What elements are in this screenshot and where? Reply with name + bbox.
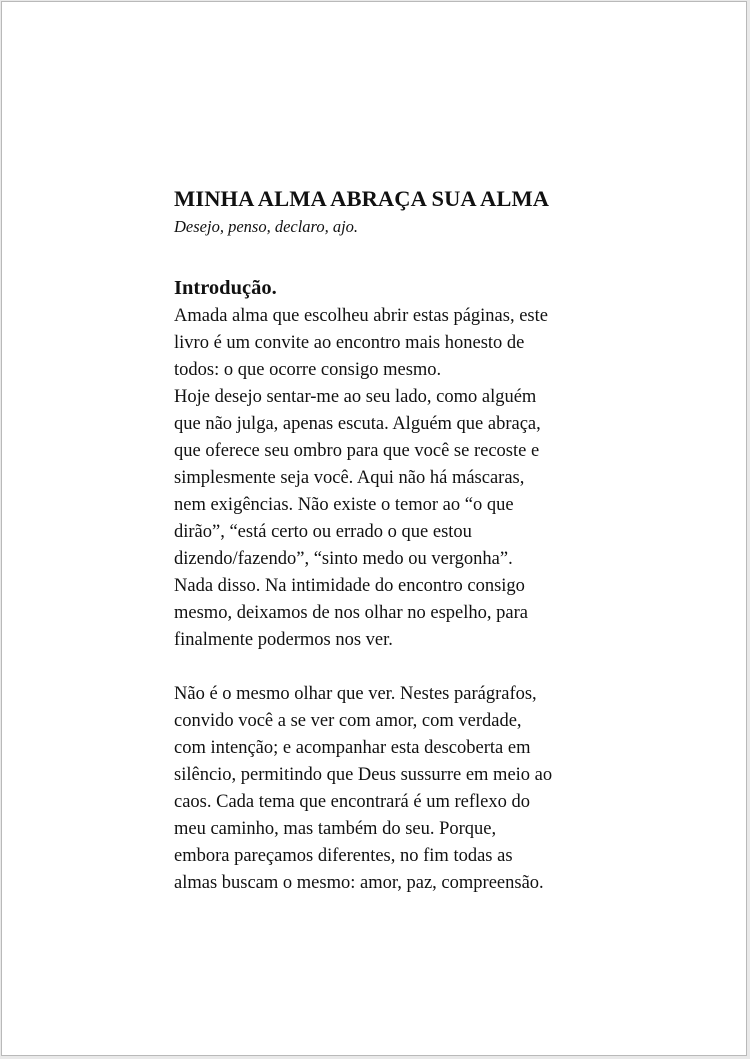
text-line: caos. Cada tema que encontrará é um reflexo do (174, 792, 530, 812)
text-line: todos: o que ocorre consigo mesmo. (174, 360, 442, 380)
text-line: Amada alma que escolheu abrir estas páginas, este (174, 306, 548, 326)
text-line: com intenção; e acompanhar esta descoberta em (174, 738, 531, 758)
text-line: Hoje desejo sentar-me ao seu lado, como alguém (174, 387, 537, 407)
text-line: mesmo, deixamos de nos olhar no espelho, para (174, 603, 528, 623)
text-line: que oferece seu ombro para que você se recoste e (174, 441, 540, 461)
text-line: dizendo/fazendo”, “sinto medo ou vergonha”. (174, 549, 513, 569)
section-heading: Introdução. (174, 277, 277, 299)
paragraph-intro-1 (174, 303, 614, 654)
text-line: simplesmente seja você. Aqui não há máscaras, (174, 468, 525, 488)
paragraph-intro-2 (174, 681, 614, 897)
text-line: Nada disso. Na intimidade do encontro consigo (174, 576, 525, 596)
text-line: convido você a se ver com amor, com verdade, (174, 711, 522, 731)
text-line: livro é um convite ao encontro mais honesto de (174, 333, 525, 353)
text-line: dirão”, “está certo ou errado o que estou (174, 522, 472, 542)
book-title: MINHA ALMA ABRAÇA SUA ALMA (174, 186, 550, 211)
text-line: finalmente podermos nos ver. (174, 630, 393, 650)
text-line: embora pareçamos diferentes, no fim todas as (174, 846, 513, 866)
text-line: silêncio, permitindo que Deus sussurre em meio ao (174, 765, 553, 785)
text-line: Não é o mesmo olhar que ver. Nestes parágrafos, (174, 684, 537, 704)
page-content (174, 182, 614, 897)
text-line: que não julga, apenas escuta. Alguém que abraça, (174, 414, 541, 434)
text-line: meu caminho, mas também do seu. Porque, (174, 819, 497, 839)
document-page (1, 1, 747, 1056)
text-line: nem exigências. Não existe o temor ao “o que (174, 495, 514, 515)
book-subtitle: Desejo, penso, declaro, ajo. (174, 217, 359, 236)
text-line: almas buscam o mesmo: amor, paz, compreensão. (174, 873, 544, 893)
